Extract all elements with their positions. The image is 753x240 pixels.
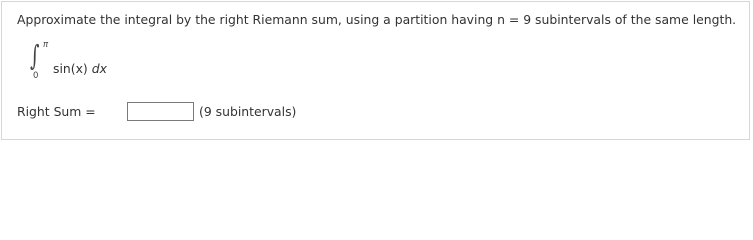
right-sum-label: Right Sum = — [17, 104, 96, 119]
integral-expression — [30, 40, 170, 84]
question-text: Approximate the integral by the right Riemann sum, using a partition having n = 9 subintervals of the same length. — [17, 12, 737, 27]
upper-limit: π — [43, 40, 49, 50]
question-panel — [1, 1, 750, 140]
subintervals-note: (9 subintervals) — [199, 104, 297, 119]
integrand-function: sin(x) — [53, 61, 88, 76]
lower-limit: 0 — [33, 71, 39, 81]
integral-sign-icon: ∫ — [30, 39, 40, 72]
integrand-differential: dx — [91, 61, 107, 76]
right-sum-input[interactable] — [127, 102, 194, 121]
integrand — [53, 61, 107, 76]
